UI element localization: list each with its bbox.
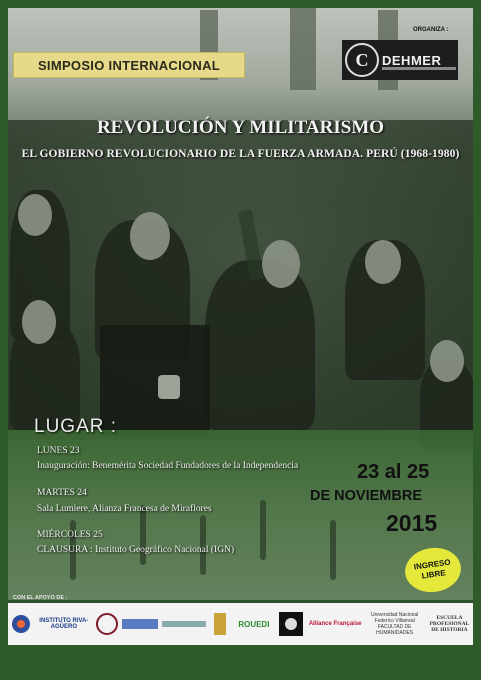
raised-arm [330,520,336,580]
sponsor-logo-10: Universidad Nacional Federico Villarreal FACULTAD DE HUMANIDADES [371,612,419,636]
coat-of-arms-icon [158,375,180,399]
venue-detail-2: Sala Lumiere, Alianza Francesa de Miraflores [37,504,212,514]
officer-face [18,194,52,236]
raised-arm [260,500,266,560]
raised-arm [140,505,146,565]
officer-face [365,240,401,284]
officer-face [130,212,170,260]
organiza-label: ORGANIZA : [413,27,449,33]
officer-face [22,300,56,344]
venue-day-2: MARTES 24 [37,488,87,498]
logo-name: DEHMER [382,52,442,68]
symposium-label: SIMPOSIO INTERNACIONAL [13,52,245,78]
sponsor-logo-2: INSTITUTO RIVA-AGÜERO [39,618,89,630]
frame [473,0,481,680]
page-subtitle: EL GOBIERNO REVOLUCIONARIO DE LA FUERZA ARMADA. PERÚ (1968-1980) [21,148,460,160]
officer-face [430,340,464,382]
event-month: DE NOVIEMBRE [310,488,422,504]
venue-day-1: LUNES 23 [37,446,80,456]
sponsors-label: CON EL APOYO DE : [13,595,68,601]
sponsor-logo-4 [122,606,160,642]
badge-line-2: LIBRE [421,568,447,581]
frame [0,0,481,8]
sponsor-logo-7: ROUEDI [238,619,270,629]
event-dates: 23 al 25 [357,461,430,483]
page-title: REVOLUCIÓN Y MILITARISMO [96,117,385,138]
venue-day-3: MIÉRCOLES 25 [37,530,103,540]
frame [0,0,8,680]
venue-heading: LUGAR : [34,416,118,437]
logo-letter: C [345,43,379,77]
venue-detail-3: CLAUSURA : Instituto Geográfico Nacional (IGN) [37,545,235,555]
sponsor-logo-8 [277,606,305,642]
sponsor-logo-11: ESCUELA PROFESIONAL DE HISTORIA [429,615,470,633]
venue-detail-1: Inauguración: Benemérita Sociedad Fundadores de la Independencia [37,461,299,471]
tower-center [290,0,316,90]
general-face [262,240,300,288]
sponsor-logo-5 [161,606,206,642]
sponsor-bar [8,603,473,645]
sponsor-logo-9: Alliance Française [308,621,362,627]
event-year: 2015 [386,510,438,536]
logo-subline [382,67,456,70]
badge-line-1: INGRESO [413,557,452,572]
bottom-band [0,645,481,680]
sponsor-logo-1 [10,606,33,642]
sponsor-logo-3 [95,606,120,642]
general-figure [205,260,315,430]
cedhemer-logo [342,40,458,80]
sponsor-logo-6 [209,606,232,642]
